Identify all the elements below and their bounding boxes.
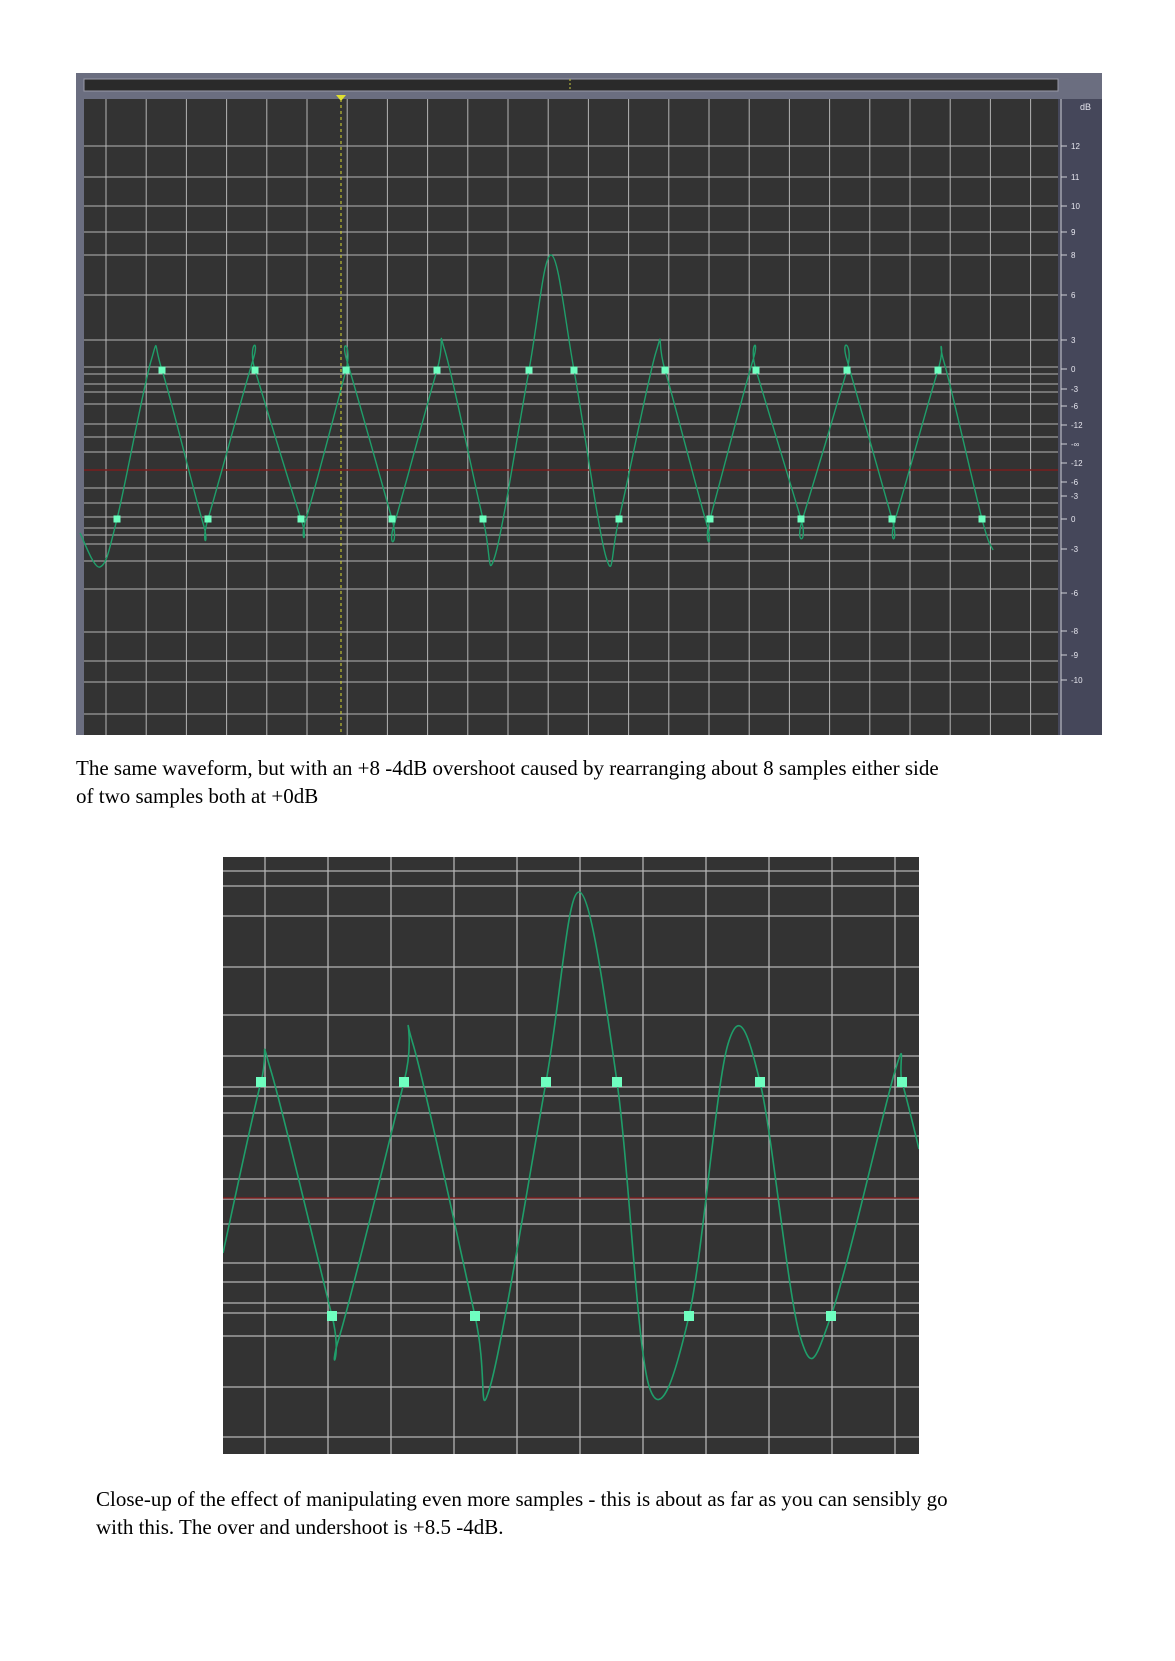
caption-closeup	[96, 1485, 1116, 1541]
caption-closeup-line-2: with this. The over and undershoot is +8.5 -4dB.	[96, 1515, 504, 1539]
sample-point[interactable]	[889, 516, 896, 523]
level-ruler-label: -6	[1071, 478, 1079, 487]
level-ruler-label: 9	[1071, 228, 1076, 237]
caption-closeup-line-1: Close-up of the effect of manipulating even more samples - this is about as far as you can sensibly go	[96, 1487, 948, 1511]
closeup-sample-point	[897, 1077, 907, 1087]
closeup-sample-point	[470, 1311, 480, 1321]
sample-point[interactable]	[434, 367, 441, 374]
sample-point[interactable]	[844, 367, 851, 374]
level-ruler-label: -6	[1071, 589, 1079, 598]
sample-point[interactable]	[298, 516, 305, 523]
closeup-sample-point	[327, 1311, 337, 1321]
waveform-closeup-screenshot	[223, 857, 919, 1454]
sample-point[interactable]	[159, 367, 166, 374]
caption-overshoot	[76, 754, 1116, 810]
level-ruler-label: 0	[1071, 515, 1076, 524]
level-ruler-label: 0	[1071, 365, 1076, 374]
closeup-sample-point	[256, 1077, 266, 1087]
waveform-editor-screenshot	[76, 73, 1102, 735]
level-ruler-label: 3	[1071, 336, 1076, 345]
sample-point[interactable]	[616, 516, 623, 523]
level-ruler-label: 11	[1071, 173, 1080, 182]
sample-point[interactable]	[114, 516, 121, 523]
closeup-sample-point	[755, 1077, 765, 1087]
closeup-sample-point	[541, 1077, 551, 1087]
level-ruler-label: 8	[1071, 251, 1076, 260]
level-ruler-label: 10	[1071, 202, 1080, 211]
level-ruler-label: -3	[1071, 545, 1079, 554]
sample-point[interactable]	[935, 367, 942, 374]
level-unit-label: dB	[1080, 102, 1092, 112]
sample-point[interactable]	[798, 516, 805, 523]
sample-point[interactable]	[707, 516, 714, 523]
level-ruler-label: -3	[1071, 492, 1079, 501]
caption-overshoot-line-1: The same waveform, but with an +8 -4dB overshoot caused by rearranging about 8 samples either side	[76, 756, 939, 780]
sample-point[interactable]	[389, 516, 396, 523]
sample-point[interactable]	[662, 367, 669, 374]
level-ruler-label: -8	[1071, 627, 1079, 636]
sample-point[interactable]	[571, 367, 578, 374]
sample-point[interactable]	[343, 367, 350, 374]
level-ruler	[1058, 99, 1102, 735]
closeup-sample-point	[684, 1311, 694, 1321]
sample-point[interactable]	[753, 367, 760, 374]
sample-point[interactable]	[205, 516, 212, 523]
level-ruler-label: 12	[1071, 142, 1080, 151]
sample-point[interactable]	[252, 367, 259, 374]
sample-point[interactable]	[979, 516, 986, 523]
sample-point[interactable]	[526, 367, 533, 374]
overview-bar[interactable]	[84, 79, 1058, 91]
level-ruler-label: -6	[1071, 402, 1079, 411]
level-ruler-label: -10	[1071, 676, 1083, 685]
level-ruler-label: -3	[1071, 385, 1079, 394]
level-ruler-label: 6	[1071, 291, 1076, 300]
closeup-sample-point	[399, 1077, 409, 1087]
level-ruler-label: -9	[1071, 651, 1079, 660]
level-ruler-label: -12	[1071, 421, 1083, 430]
caption-overshoot-line-2: of two samples both at +0dB	[76, 784, 319, 808]
closeup-sample-point	[826, 1311, 836, 1321]
closeup-sample-point	[612, 1077, 622, 1087]
sample-point[interactable]	[480, 516, 487, 523]
waveform-panel[interactable]	[84, 99, 1058, 735]
level-ruler-label: -∞	[1071, 440, 1080, 449]
level-ruler-label: -12	[1071, 459, 1083, 468]
